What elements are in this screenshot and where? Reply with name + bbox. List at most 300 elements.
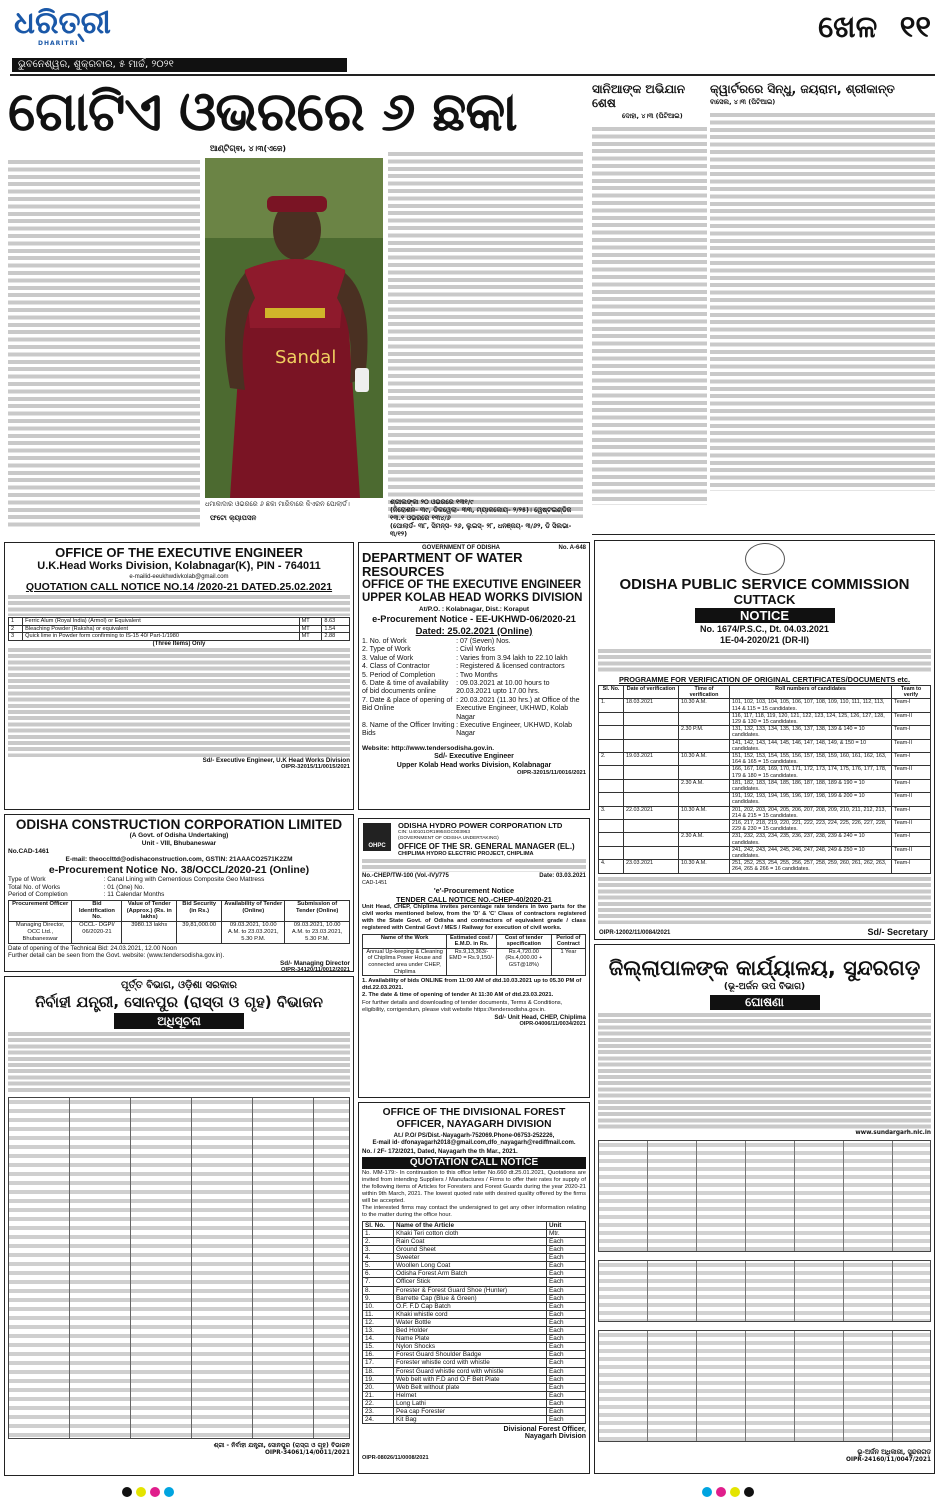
occl-col: Bid Identification No. — [72, 900, 122, 921]
opsc-cell-team: Team-I — [892, 806, 931, 819]
opsc-cell-date — [624, 726, 679, 739]
opsc-cell-team: Team-I — [892, 860, 931, 873]
forest-address: At./ P.O/ PS/Dist.-Nayagarh-752069.Phone-06753-252226, — [393, 1133, 555, 1139]
forest-item-cell: 10. — [363, 1302, 394, 1310]
forest-item-cell: Each — [547, 1327, 586, 1335]
wr-fact-value: : Two Months — [456, 671, 498, 679]
sindhu-dateline: ବାସେଲ, ୪।୩ (ପିଟିଆଇ) — [710, 98, 776, 106]
opsc-cell-sl — [599, 793, 624, 806]
forest-item-cell: 14. — [363, 1335, 394, 1343]
opsc-row — [599, 766, 931, 779]
forest-item-cell: Each — [547, 1391, 586, 1399]
forest-item-row — [363, 1229, 586, 1237]
forest-item-cell: Pea cap Forester — [394, 1407, 547, 1415]
wr-fact-value: : 07 (Seven) Nos. — [456, 638, 511, 645]
ee-ref: OIPR-32015/11/0015/2021 — [281, 763, 350, 770]
opsc-cell-sl: 4. — [599, 860, 624, 873]
forest-item-cell: Each — [547, 1246, 586, 1254]
ee-item-qty: 1.54 — [322, 625, 350, 633]
opsc-subtitle: PROGRAMME FOR VERIFICATION OF ORIGINAL CERTIFICATES/DOCUMENTS etc. — [618, 675, 911, 684]
occl-fact-value: : 11 Calendar Months — [103, 891, 165, 899]
opsc-cell-sl — [599, 779, 624, 792]
pwd-top: ପୂର୍ତ୍ତ ବିଭାଗ, ଓଡ଼ିଶା ସରକାର — [120, 980, 237, 991]
opsc-adv-no: 1E-04-2020/21 (DR-II) — [719, 635, 810, 645]
wr-address: At/P.O. : Kolabnagar, Dist.: Koraput — [418, 606, 530, 613]
opsc-cell-date — [624, 739, 679, 752]
occl-fact-key: Period of Completion — [8, 891, 68, 899]
occl-fact-row — [8, 884, 350, 892]
opsc-cell-sl — [599, 833, 624, 846]
opsc-col-sl: Sl. No. — [599, 686, 624, 699]
opsc-cell-time — [679, 712, 730, 725]
score-line-1: ଶ୍ରୀଲଙ୍କା ୨୦ ଓଭରରେ ୧୩୧/୯ — [390, 498, 474, 506]
forest-item-cell: Forester whistle cord with whistle — [394, 1359, 547, 1367]
opsc-row — [599, 779, 931, 792]
ohpc-title: ODISHA HYDRO POWER CORPORATION LTD — [398, 821, 563, 830]
forest-item-row — [363, 1246, 586, 1254]
wr-fact-row — [362, 655, 586, 663]
forest-item-cell: Bed Holder — [394, 1327, 547, 1335]
collector-table-3 — [598, 1330, 931, 1442]
opsc-cell-rolls: 191, 192, 193, 194, 195, 196, 197, 198, 199 & 200 = 10 candidates. — [730, 793, 892, 806]
forest-item-cell: Web Belt without plate — [394, 1383, 547, 1391]
opsc-cell-date: 18.03.2021 — [624, 699, 679, 712]
wr-sign1: Sd/- Executive Engineer — [434, 752, 514, 760]
wr-dated: Dated: 25.02.2021 (Online) — [415, 625, 533, 636]
page-number: ୧୧ — [899, 10, 931, 45]
occl-table — [8, 900, 350, 944]
occl-fact-value: : Canal Lining with Cementious Composite Geo Mattress — [103, 876, 265, 883]
sania-headline: ସାନିଆଙ୍କ ଅଭିଯାନ ଶେଷ — [592, 82, 686, 110]
opsc-notice-label: NOTICE — [739, 608, 790, 623]
forest-item-cell: 21. — [363, 1391, 394, 1399]
ee-email: e-mailid-eeukhwdivkolab@gmail.com — [129, 574, 229, 580]
opsc-cell-rolls: 101, 102, 103, 104, 105, 106, 107, 108, 109, 110, 111, 112, 113, 114 & 115 = 15 candidates. — [730, 699, 892, 712]
wr-fact-value: : 09.03.2021 at 10.00 hours to 20.03.2021 upto 17.00 hrs. — [456, 680, 550, 696]
ee-terms — [8, 647, 350, 757]
registration-marks-right — [700, 1482, 756, 1501]
opsc-sign: Sd/- Secretary — [867, 927, 928, 937]
opsc-cell-team: Team-II — [892, 712, 931, 725]
score-box — [390, 498, 583, 538]
forest-item-row — [363, 1383, 586, 1391]
forest-item-row — [363, 1302, 586, 1310]
forest-col-article: Name of the Article — [394, 1221, 547, 1229]
ohpc-cell: 1 Year — [551, 948, 585, 975]
dateline-band — [12, 58, 347, 72]
occl-col: Procurement Officer — [9, 900, 72, 921]
wr-fact-row — [362, 638, 586, 646]
occl-col: Submission of Tender (Online) — [285, 900, 350, 921]
ee-item-unit: MT — [299, 633, 322, 641]
opsc-cell-team: Team-II — [892, 739, 931, 752]
collector-website: www.sundargarh.nic.in — [855, 1130, 931, 1136]
forest-sign2: Nayagarh Division — [524, 1433, 586, 1441]
wr-fact-row — [362, 697, 586, 722]
opsc-city: CUTTACK — [733, 592, 796, 607]
forest-item-cell: 7. — [363, 1278, 394, 1286]
photo-caption: ଧମାକାଦାର ଓଭରରେ ୬ ଛକା ମାରିବାରେ କିଏରନ ପୋଲାର୍ଡ। — [205, 500, 350, 508]
collector-ref: OIPR-24160/11/0047/2021 — [845, 1457, 931, 1463]
forest-table — [362, 1221, 586, 1424]
wr-ref: OIPR-32015/11/0016/2021 — [517, 769, 586, 776]
opsc-cell-date — [624, 712, 679, 725]
occl-fact-key: Type of Work — [8, 876, 46, 883]
forest-item-cell: Forest Guard whistle cord with whistle — [394, 1367, 547, 1375]
forest-item-row — [363, 1262, 586, 1270]
opsc-notice — [594, 540, 935, 940]
opsc-cell-time: 2.30 P.M. — [679, 726, 730, 739]
forest-item-row — [363, 1399, 586, 1407]
occl-sign: Sd/- Managing Director — [280, 959, 350, 967]
wr-division: UPPER KOLAB HEAD WORKS DIVISION — [362, 592, 583, 604]
forest-item-cell: 23. — [363, 1407, 394, 1415]
opsc-cell-rolls: 116, 117, 118, 119, 120, 121, 122, 123, 124, 125, 126, 127, 128, 129 & 130 = 15 candidates. — [730, 712, 892, 725]
forest-item-cell: Each — [547, 1407, 586, 1415]
opsc-table — [598, 685, 931, 874]
ohpc-cad: CAD-1451 — [362, 880, 388, 886]
forest-item-cell: Each — [547, 1270, 586, 1278]
opsc-cell-sl — [599, 846, 624, 859]
dateline: ଭୁବନେଶ୍ୱର, ଶୁକ୍ରବାର, ୫ ମାର୍ଚ୍ଚ, ୨୦୨୧ — [18, 59, 174, 70]
forest-item-cell: Water Bottle — [394, 1318, 547, 1326]
player-photo — [205, 158, 383, 498]
occl-col: Value of Tender (Approx.) (Rs. in lakhs) — [122, 900, 177, 921]
forest-item-cell: Each — [547, 1383, 586, 1391]
forest-notice — [358, 1102, 590, 1474]
forest-item-cell: Forester & Forest Guard Shoe (Hunter) — [394, 1286, 547, 1294]
opsc-row — [599, 833, 931, 846]
forest-item-cell: 16. — [363, 1351, 394, 1359]
forest-item-cell: Forest Guard Shoulder Badge — [394, 1351, 547, 1359]
exec-engineer-notice — [4, 542, 354, 810]
forest-col-sl: Sl. No. — [363, 1221, 394, 1229]
ee-item-row — [9, 633, 350, 641]
forest-item-cell: Each — [547, 1254, 586, 1262]
opsc-col-team: Team to verify — [892, 686, 931, 699]
lead-body-col2 — [388, 150, 583, 518]
opsc-cell-sl: 2. — [599, 753, 624, 766]
ohpc-col: Period of Contract — [551, 934, 585, 948]
forest-item-row — [363, 1343, 586, 1351]
collector-sign: ଭୂ-ଅର୍ଜନ ଅଧିକାରୀ, ସୁନ୍ଦରଗଡ଼ — [857, 1448, 931, 1456]
opsc-cell-team: Team-I — [892, 699, 931, 712]
wr-fact-value: : Executive Engineer, UKHWD, Kolab Nagar — [456, 722, 573, 738]
ohpc-table — [362, 934, 586, 977]
ohpc-office: OFFICE OF THE SR. GENERAL MANAGER (EL.) — [398, 842, 575, 851]
opsc-cell-team: Team-I — [892, 779, 931, 792]
registration-marks-left — [120, 1482, 176, 1501]
occl-sub2: Unit - VIII, Bhubaneswar — [141, 840, 217, 847]
forest-item-row — [363, 1375, 586, 1383]
opsc-cell-sl: 3. — [599, 806, 624, 819]
forest-item-cell: Each — [547, 1302, 586, 1310]
opsc-col-date: Date of verification — [624, 686, 679, 699]
forest-item-cell: Ground Sheet — [394, 1246, 547, 1254]
lead-body-col1 — [8, 158, 200, 528]
water-resources-notice — [358, 542, 590, 810]
opsc-cell-date — [624, 846, 679, 859]
collector-headline: ଜିଲ୍ଲାପାଳଙ୍କ କାର୍ଯ୍ୟାଳୟ, ସୁନ୍ଦରଗଡ଼ — [608, 956, 921, 980]
forest-ref: OIPR-08026/11/0008/2021 — [362, 1455, 429, 1461]
forest-item-cell: Each — [547, 1238, 586, 1246]
opsc-cell-date: 22.03.2021 — [624, 806, 679, 819]
forest-item-cell: Nylon Shocks — [394, 1343, 547, 1351]
forest-item-cell: Each — [547, 1416, 586, 1424]
collector-intro — [598, 1012, 931, 1130]
ohpc-cell: Rs.4,720.00 (Rs.4,000.00 + GST@18%) — [496, 948, 551, 975]
forest-item-cell: Each — [547, 1359, 586, 1367]
forest-item-cell: Rain Coat — [394, 1238, 547, 1246]
opsc-row — [599, 739, 931, 752]
opsc-cell-time: 10.30 A.M. — [679, 806, 730, 819]
ohpc-website: For further details and downloading of tender documents, Terms & Conditions, eligibility, corrigendum, please visit website https://tendersodisha.gov.in. — [362, 1000, 563, 1014]
forest-item-cell: Each — [547, 1399, 586, 1407]
opsc-cell-time: 10.30 A.M. — [679, 699, 730, 712]
forest-item-cell: Each — [547, 1294, 586, 1302]
forest-band: QUOTATION CALL NOTICE — [409, 1156, 539, 1168]
opsc-row — [599, 806, 931, 819]
occl-notice — [4, 814, 354, 972]
forest-item-row — [363, 1407, 586, 1415]
sindhu-body — [710, 111, 935, 491]
forest-item-cell: 22. — [363, 1399, 394, 1407]
opsc-cell-time — [679, 793, 730, 806]
forest-no: No. / 2F- 172/2021, Dated, Nayagarh the th Mar., 2021. — [362, 1147, 518, 1155]
forest-item-cell: 2. — [363, 1238, 394, 1246]
forest-item-cell: 1. — [363, 1229, 394, 1237]
opsc-row — [599, 793, 931, 806]
forest-item-cell: Mtr. — [547, 1229, 586, 1237]
ohpc-tender: TENDER CALL NOTICE NO.-CHEP-40/2020-21 — [396, 894, 552, 904]
opsc-cell-rolls: 181, 182, 183, 184, 185, 186, 187, 188, 189 & 190 = 10 candidates. — [730, 779, 892, 792]
forest-col-unit: Unit — [547, 1221, 586, 1229]
forest-item-cell: Each — [547, 1286, 586, 1294]
forest-item-cell: Sweeter — [394, 1254, 547, 1262]
ohpc-cond2: 2. The date & time of opening of tender At 11:30 AM of dtd.23.03.2021. — [362, 992, 554, 999]
forest-item-cell: Each — [547, 1367, 586, 1375]
ohpc-col: Cost of tender specification — [496, 934, 551, 948]
sania-body — [592, 125, 707, 505]
opsc-col-time: Time of verification — [679, 686, 730, 699]
wr-fact-key: 8. Name of the Officer Inviting Bids — [362, 722, 455, 738]
wr-notice: e-Procurement Notice - EE-UKHWD-06/2020-21 — [372, 614, 576, 624]
wr-website: Website: http://www.tendersodisha.gov.in. — [362, 744, 495, 752]
lead-byline: ଫଟୋ କ୍ୟାପସନ — [210, 514, 257, 522]
opsc-cell-sl — [599, 820, 624, 833]
opsc-row — [599, 846, 931, 859]
forest-item-row — [363, 1416, 586, 1424]
wr-fact-row — [362, 680, 586, 697]
opsc-cell-date — [624, 779, 679, 792]
occl-opening: Date of opening of the Technical Bid: 24.03.2021, 12.00 Noon — [8, 944, 177, 952]
forest-item-cell: 20. — [363, 1383, 394, 1391]
forest-item-row — [363, 1294, 586, 1302]
collector-sub: (ଭୂ-ଅର୍ଜନ ଉପ ବିଭାଗ) — [723, 982, 806, 992]
forest-item-cell: 19. — [363, 1375, 394, 1383]
opsc-title: ODISHA PUBLIC SERVICE COMMISSION — [619, 576, 910, 593]
player-illustration — [205, 158, 383, 498]
occl-no: No.CAD-1461 — [8, 848, 50, 855]
wr-fact-value: : Varies from 3.94 lakh to 22.10 lakh — [456, 654, 568, 662]
forest-item-cell: Khaki Teri cotton cloth — [394, 1229, 547, 1237]
ohpc-cell: Annual Up-keeping & Cleaning of Chiplima Power House and connected area under CHEP, Chiplima — [363, 948, 447, 975]
opsc-cell-time — [679, 766, 730, 779]
wr-fact-key: 2. Type of Work — [362, 646, 411, 654]
forest-item-cell: Kit Bag — [394, 1416, 547, 1424]
ohpc-notice — [358, 818, 590, 1098]
ohpc-body: Unit Head, CHEP, Chiplima invites percentage rate tenders in two parts for the civil works mentioned below, from the 'D' & 'C' Class of contractors registered with the State Govt. of Odisha and contractors of equivalent grade / class registered with Central Govt / MES / Railway for execution of civil works. — [362, 903, 586, 931]
lead-headline: ଗୋଟିଏ ଓଭରରେ ୬ ଛକା — [8, 79, 517, 143]
forest-item-row — [363, 1327, 586, 1335]
opsc-cell-date: 23.03.2021 — [624, 860, 679, 873]
ohpc-cond1: 1. Availability of bids ONLINE from 11:00 AM of dtd.10.03.2021 up to 05.30 PM of dtd.22.03.2021. — [362, 978, 582, 992]
opsc-cell-rolls: 216, 217, 218, 219, 220, 221, 222, 223, 224, 225, 226, 227, 228, 229 & 230 = 15 candidates. — [730, 820, 892, 833]
wr-govt: GOVERNMENT OF ODISHA — [422, 545, 501, 551]
forest-item-cell: Khaki whistle cord — [394, 1310, 547, 1318]
ee-sign: Sd/- Executive Engineer, U.K Head Works Division — [202, 756, 350, 764]
opsc-cell-date: 19.03.2021 — [624, 753, 679, 766]
occl-cell: 09.03.2021, 10.00 A.M. to 23.03.2021, 5.30 P.M. — [222, 922, 285, 943]
forest-item-row — [363, 1286, 586, 1294]
forest-item-cell: 4. — [363, 1254, 394, 1262]
ohpc-ref: OIPR-04006/11/0034/2021 — [519, 1021, 586, 1028]
sania-dateline: ଦୋହା, ୪।୩ (ପିଟିଆଇ) — [622, 112, 683, 120]
wr-fact-key: 3. Value of Work — [362, 654, 414, 662]
pwd-notice — [4, 976, 354, 1476]
wr-fact-key: 1. No. of Work — [362, 638, 407, 645]
occl-col: Bid Security (in Rs.) — [177, 900, 222, 921]
opsc-cell-team: Team-I — [892, 753, 931, 766]
opsc-cell-rolls: 251, 252, 253, 254, 255, 256, 257, 258, 259, 260, 261, 262, 263, 264, 265 & 266 = 16 candidates. — [730, 860, 892, 873]
wr-fact-key: 4. Class of Contractor — [362, 663, 430, 671]
ohpc-logo: OHPC — [363, 823, 391, 851]
ohpc-date: Date: 03.03.2021 — [539, 873, 586, 879]
forest-item-cell: 13. — [363, 1327, 394, 1335]
opsc-cell-sl — [599, 739, 624, 752]
ee-item-desc: Quick lime in Powder form confirming to IS-15 40/ Part-1/1980 — [23, 633, 299, 641]
svg-text:Sandal: Sandal — [275, 347, 337, 368]
wr-fact-row — [362, 672, 586, 680]
opsc-cell-sl — [599, 726, 624, 739]
forest-item-row — [363, 1278, 586, 1286]
occl-website: Further detail can be seen from the Govt. website: (www.tendersodisha.gov.in). — [8, 952, 225, 960]
ee-item-row — [9, 618, 350, 626]
newspaper-logo — [14, 6, 124, 50]
occl-facts — [8, 876, 350, 899]
score-line-2: (ନିରୋଶନ- ୩୯, ଡିକୱେଲା- ୩୩, ମ୍ୟାକକୋୟ- ୨/୨୫)। ୱେଷ୍ଟଇଣ୍ଡିଜ ୧୩.୧ ଓଭରରେ ୧୩୪/୬ — [390, 506, 572, 522]
forest-item-cell: Long Lathi — [394, 1399, 547, 1407]
collector-table-2 — [598, 1260, 931, 1322]
occl-cell: Managing Director, OCC Ltd., Bhubaneswar — [9, 922, 72, 943]
ohpc-govt: (GOVERNMENT OF ODISHA UNDERTAKING) — [398, 836, 499, 841]
opsc-cell-time: 2.30 A.M. — [679, 779, 730, 792]
ohpc-sign: Sd/- Unit Head, CHEP, Chiplima — [494, 1014, 586, 1022]
forest-item-cell: 12. — [363, 1318, 394, 1326]
forest-item-cell: 15. — [363, 1343, 394, 1351]
lead-story — [0, 78, 590, 538]
forest-item-row — [363, 1270, 586, 1278]
ee-item-sl: 3 — [9, 633, 23, 641]
opsc-cell-date — [624, 833, 679, 846]
occl-cell: OCCL- DGPI/ 06/2020-21 — [72, 922, 122, 943]
wr-fact-row — [362, 722, 586, 739]
wr-sign2: Upper Kolab Head works Division, Kolabnagar — [396, 761, 552, 769]
pwd-table — [8, 1097, 350, 1439]
pwd-headline: ନିର୍ବାହୀ ଯନ୍ତ୍ରୀ, ସୋନପୁର (ରାସ୍ତା ଓ ଗୃହ) ବିଭାଜନ — [35, 993, 323, 1011]
wr-facts — [362, 638, 586, 739]
wr-office: OFFICE OF THE EXECUTIVE ENGINEER — [362, 579, 582, 591]
ee-intro — [8, 594, 350, 616]
section-name: ଖେଳ — [818, 10, 878, 45]
forest-item-cell: O.F. F.D Cap Batch — [394, 1302, 547, 1310]
forest-item-cell: 5. — [363, 1262, 394, 1270]
forest-item-cell: Helmet — [394, 1391, 547, 1399]
ee-item-sl: 2 — [9, 625, 23, 633]
collector-table-1 — [598, 1140, 931, 1252]
forest-item-row — [363, 1367, 586, 1375]
opsc-cell-date — [624, 793, 679, 806]
ee-item-desc: Bleaching Powder (Raksha) or equivalent — [23, 625, 299, 633]
opsc-cell-rolls: 201, 202, 203, 204, 205, 206, 207, 208, 209, 210, 211, 212, 213, 214 & 215 = 15 candidates. — [730, 806, 892, 819]
opsc-cell-team: Team-I — [892, 726, 931, 739]
forest-item-row — [363, 1254, 586, 1262]
opsc-row — [599, 860, 931, 873]
forest-body: No. MM-179:- In continuation to this office letter No.660 dt.25.01.2021, Quotations are invited from intending Suppliers / Manufactures / Firms to offer their rates for supply of the following items of Articles for Foresters and Forest Guards during the year 2020-21 within 9th March, 2021. The lowest quoted rate with desired quality offered by the firms will be accepted. — [362, 1169, 586, 1204]
opsc-cell-team: Team-II — [892, 793, 931, 806]
opsc-cell-team: Team-II — [892, 846, 931, 859]
forest-body2: The interested firms may contact the undersigned to get any other information relating to the matter during the office hour. — [362, 1204, 586, 1218]
masthead — [0, 0, 945, 80]
ohpc-col: Estimated cost / E.M.D. in Rs. — [447, 934, 497, 948]
forest-item-cell: Each — [547, 1335, 586, 1343]
opsc-cell-time: 10.30 A.M. — [679, 860, 730, 873]
opsc-row — [599, 726, 931, 739]
ee-title: OFFICE OF THE EXECUTIVE ENGINEER — [55, 545, 303, 560]
occl-cell: 09.03.2021, 10.00 A.M. to 23.03.2021, 5.30 P.M. — [285, 922, 350, 943]
forest-item-row — [363, 1351, 586, 1359]
pwd-intro — [8, 1031, 350, 1093]
forest-item-cell: Each — [547, 1375, 586, 1383]
opsc-cell-rolls: 151, 152, 153, 154, 155, 156, 157, 158, 159, 160, 161, 162, 163, 164 & 165 = 15 candidates. — [730, 753, 892, 766]
ohpc-cin: CIN: U40101OR1995SGC003963 — [398, 830, 470, 835]
opsc-cell-rolls: 231, 232, 233, 234, 235, 236, 237, 238, 239 & 240 = 10 candidates. — [730, 833, 892, 846]
ohpc-col: Name of the Work — [363, 934, 447, 948]
logo-text: ଧରିତ୍ରୀ — [14, 5, 111, 41]
forest-item-cell: Barrette Cap (Blue & Green) — [394, 1294, 547, 1302]
forest-item-cell: 6. — [363, 1270, 394, 1278]
forest-item-cell: 17. — [363, 1359, 394, 1367]
opsc-notice-no: No. 1674/P.S.C., Dt. 04.03.2021 — [700, 624, 829, 634]
opsc-row — [599, 820, 931, 833]
forest-item-cell: Officer Stick — [394, 1278, 547, 1286]
ee-items-table — [8, 617, 350, 641]
sindhu-headline: କ୍ୱାର୍ଟରରେ ସିନ୍ଧୁ, ଜୟରାମ, ଶ୍ରୀକାନ୍ତ — [710, 82, 895, 96]
ee-three-items: (Three Items) Only — [152, 640, 206, 647]
logo-sub: DHARITRI — [38, 40, 79, 47]
occl-col: Availability of Tender (Online) — [222, 900, 285, 921]
ohpc-cell: Rs.9,13,363/- EMD = Rs.9,150/- — [447, 948, 497, 975]
opsc-cell-team: Team-II — [892, 766, 931, 779]
ee-item-row — [9, 625, 350, 633]
opsc-cell-time — [679, 820, 730, 833]
opsc-cell-sl: 1. — [599, 699, 624, 712]
opsc-intro — [598, 648, 931, 674]
wr-fact-key: 6. Date & time of availability of bid documents online — [362, 680, 449, 696]
occl-notice-no: e-Procurement Notice No. 38/OCCL/2020-21 (Online) — [48, 864, 310, 876]
ee-item-unit: MT — [299, 625, 322, 633]
forest-item-cell: Each — [547, 1310, 586, 1318]
